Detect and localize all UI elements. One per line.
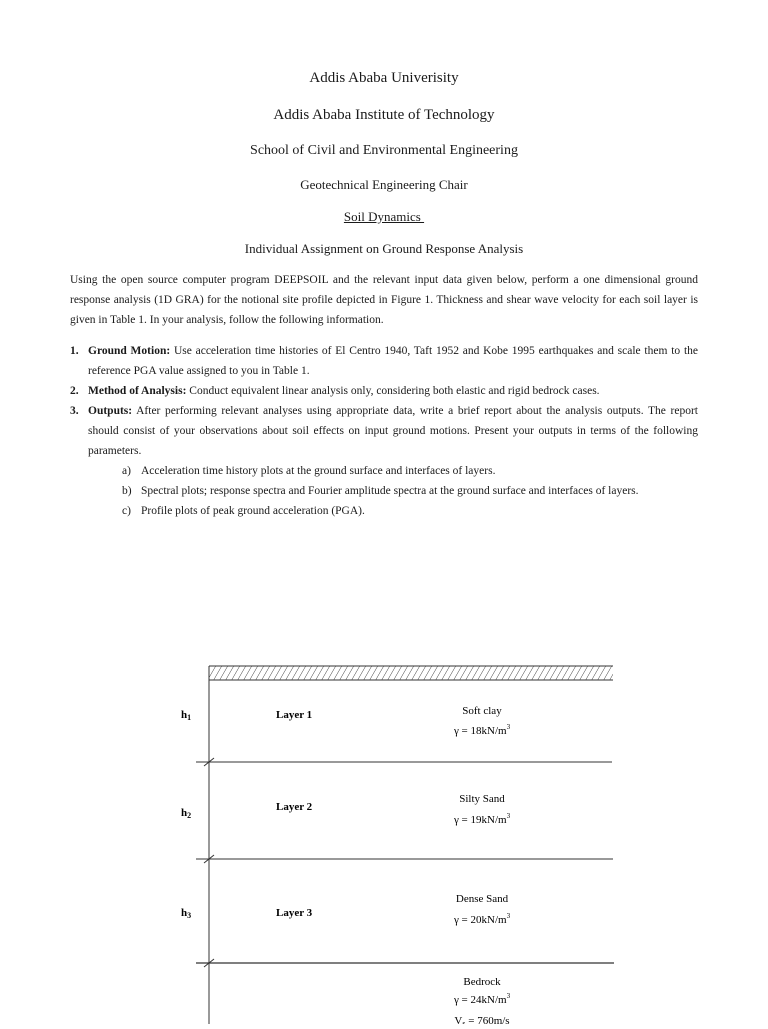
assignment-title: Individual Assignment on Ground Response Analysis <box>244 241 524 256</box>
list-item-title: Outputs: <box>88 405 133 417</box>
instruction-list <box>70 341 698 521</box>
sublist-text: Spectral plots; response spectra and Fourier amplitude spectra at the ground surface and interfaces of layers. <box>141 485 639 497</box>
list-item <box>70 401 698 521</box>
layer-material: Dense Sand <box>455 893 509 905</box>
bedrock-label: Bedrock <box>463 976 501 988</box>
layer-name: Layer 3 <box>276 907 313 919</box>
chair-name: Geotechnical Engineering Chair <box>300 177 468 192</box>
sublist-label: c) <box>122 505 131 517</box>
tick-mark <box>204 959 214 967</box>
list-item-text: Conduct equivalent linear analysis only, considering both elastic and rigid bedrock cases. <box>186 385 600 397</box>
sublist-item <box>122 501 698 521</box>
list-number: 1. <box>70 345 79 357</box>
bedrock-unit-weight: $\gamma = 24kN/m^3$ <box>453 992 511 1006</box>
layer-name: Layer 1 <box>276 709 313 721</box>
list-item-title: Ground Motion: <box>88 345 171 357</box>
list-number: 2. <box>70 385 79 397</box>
layer-thickness-label: h3 <box>181 907 192 920</box>
list-number: 3. <box>70 405 79 417</box>
sublist-text: Profile plots of peak ground acceleration (PGA). <box>141 505 365 517</box>
layer-unit-weight: $\gamma = 18kN/m^3$ <box>453 723 511 737</box>
sublist-item <box>122 481 698 501</box>
university-name: Addis Ababa Univerisity <box>309 70 459 86</box>
output-sublist <box>88 461 698 521</box>
course-title: Soil Dynamics <box>343 209 425 224</box>
sublist-text: Acceleration time history plots at the ground surface and interfaces of layers. <box>141 465 496 477</box>
ground-surface-hatch <box>209 666 613 680</box>
layer-material: Silty Sand <box>459 793 505 805</box>
list-item-text: After performing relevant analyses using appropriate data, write a brief report about the analysis outputs. The report should consist of your observations about soil effects on input ground motions. Present your outputs in terms of the following parameters. <box>88 405 698 457</box>
list-item-text: Use acceleration time histories of El Centro 1940, Taft 1952 and Kobe 1995 earthquakes and scale them to the reference PGA value assigned to you in Table 1. <box>88 345 698 377</box>
school-name: School of Civil and Environmental Engineering <box>250 143 518 158</box>
layer-unit-weight: $\gamma = 19kN/m^3$ <box>453 812 511 826</box>
layer-thickness-label: h2 <box>181 807 192 820</box>
layer-name: Layer 2 <box>276 801 313 813</box>
layer-material: Soft clay <box>462 705 502 717</box>
tick-mark <box>204 855 214 863</box>
tick-mark <box>204 758 214 766</box>
sublist-label: b) <box>122 485 132 497</box>
layer-thickness-label: h1 <box>181 709 192 722</box>
layer-unit-weight: $\gamma = 20kN/m^3$ <box>453 912 511 926</box>
sublist-label: a) <box>122 465 131 477</box>
intro-paragraph: Using the open source computer program DEEPSOIL and the relevant input data given below, perform a one dimensional ground response analysis (1D GRA) for the notional site profile depicted in Figure 1. Thickness and shear wave velocity for each soil layer is given in Table 1. In your analysis, follow the following information. <box>70 274 698 326</box>
institute-name: Addis Ababa Institute of Technology <box>273 107 495 123</box>
list-item <box>70 341 698 381</box>
bedrock-shear-velocity: Vs = 760m/s <box>454 1015 510 1024</box>
list-item-title: Method of Analysis: <box>88 385 187 397</box>
list-item <box>70 381 698 401</box>
sublist-item <box>122 461 698 481</box>
